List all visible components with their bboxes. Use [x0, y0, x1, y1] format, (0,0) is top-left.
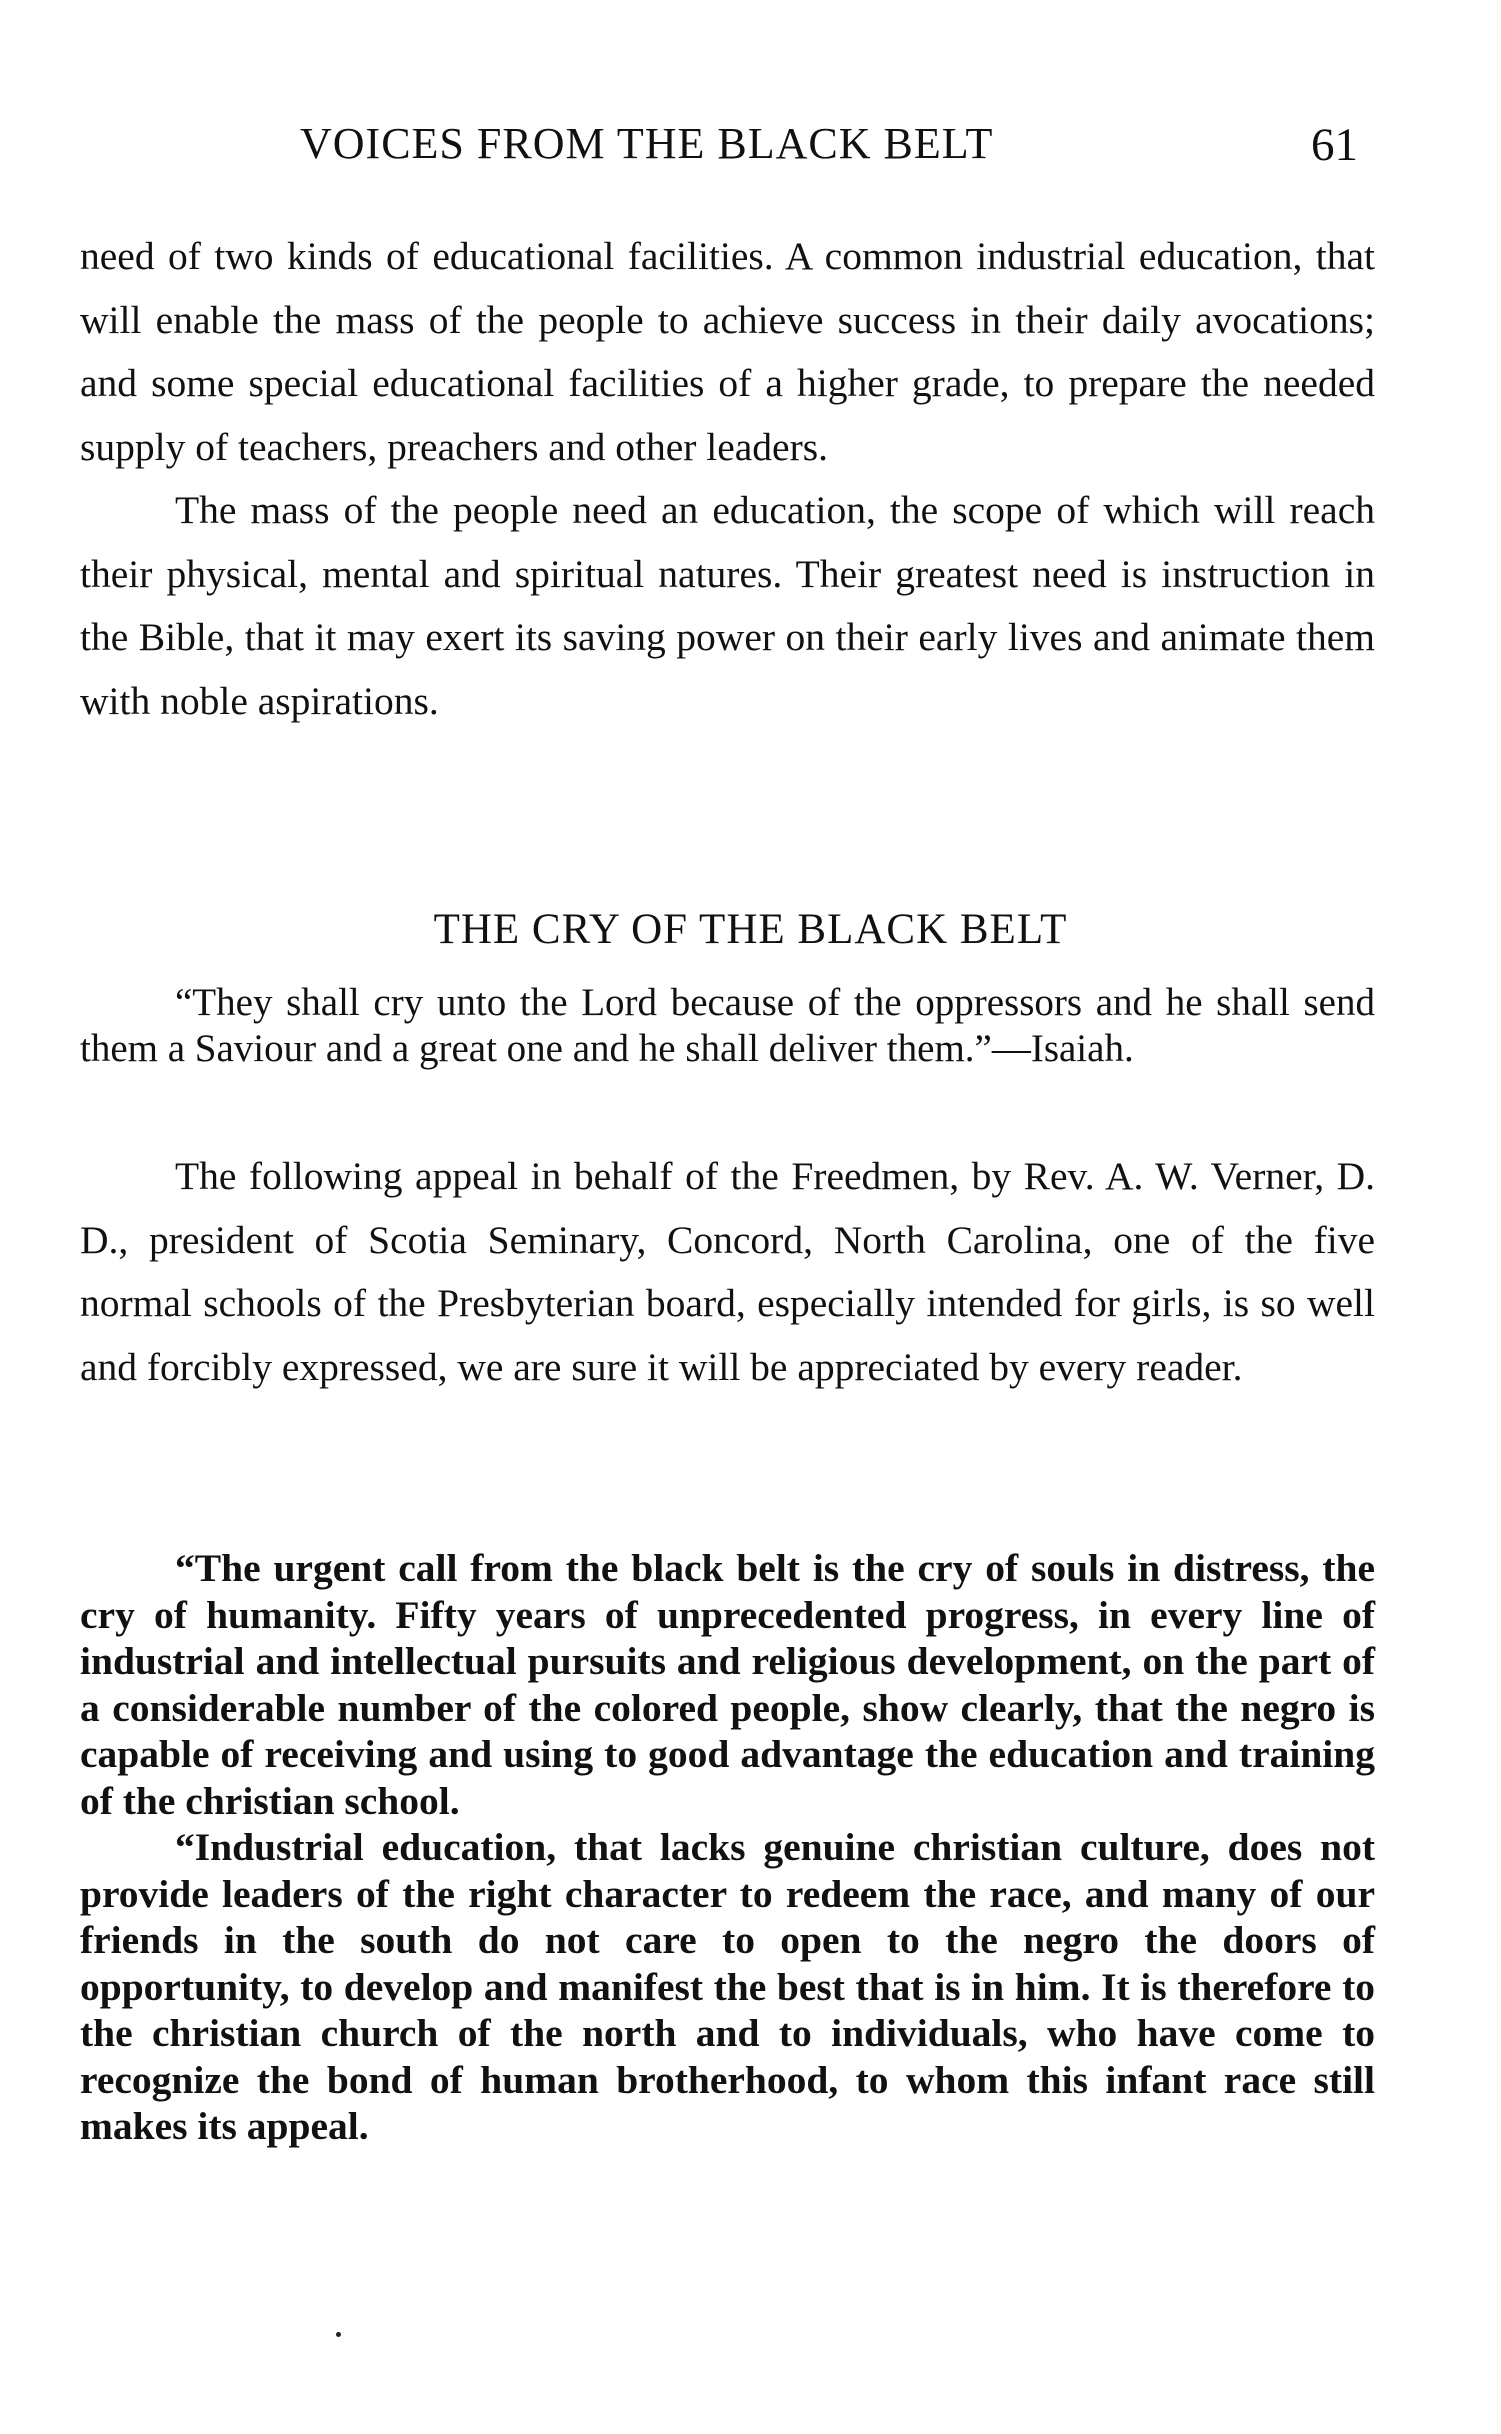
opening-text — [80, 225, 1375, 733]
appeal-quote-block — [80, 1545, 1375, 2150]
page-number: 61 — [1311, 119, 1358, 171]
epigraph-quote: “They shall cry unto the Lord because of the oppressors and he shall send them a Saviour and a great one and he shall deliver them.”—Isaiah. — [80, 981, 1375, 1070]
paragraph-urgent-call: “The urgent call from the black belt is the cry of souls in distress, the cry of humanity. Fifty years of unprecedented progress, in every line of industrial and intellectual pursuits and religious development, on the part of a considerable number of the colored people, show clearly, that the negro is capable of receiving and using to good advantage the education and training of the christian school. — [80, 1546, 1375, 1823]
paragraph-industrial-education: “Industrial education, that lacks genuine christian culture, does not provide leaders of the right character to redeem the race, and many of our friends in the south do not care to open to the negro the doors of opportunity, to develop and manifest the best that is in him. It is therefore to the christian church of the north and to individuals, who have come to recognize the bond of human brotherhood, to whom this infant race still makes its appeal. — [80, 1825, 1375, 2148]
running-title: VOICES FROM THE BLACK BELT — [300, 119, 994, 168]
paragraph-educational-facilities: need of two kinds of educational facilities. A common industrial education, that will enable the mass of the people to achieve success in their daily avocations; and some special educational facilities of a higher grade, to prepare the needed supply of teachers, preachers and other leaders. — [80, 234, 1375, 469]
page-header — [0, 118, 1501, 178]
epigraph-block — [80, 980, 1375, 1072]
paragraph-appeal-intro: The following appeal in behalf of the Freedmen, by Rev. A. W. Verner, D. D., president of Scotia Seminary, Concord, North Carolina, one of the five normal schools of the Presbyterian board, especially intended for girls, is so well and forcibly expressed, we are sure it will be appreciated by every reader. — [80, 1154, 1375, 1389]
intro-block — [80, 1145, 1375, 1399]
paragraph-mass-of-people: The mass of the people need an education, the scope of which will reach their physical, mental and spiritual natures. Their greatest need is instruction in the Bible, that it may exert its saving power on their early lives and animate them with noble aspirations. — [80, 488, 1375, 723]
stray-ink-mark — [336, 2332, 341, 2337]
section-heading: THE CRY OF THE BLACK BELT — [433, 906, 1068, 953]
